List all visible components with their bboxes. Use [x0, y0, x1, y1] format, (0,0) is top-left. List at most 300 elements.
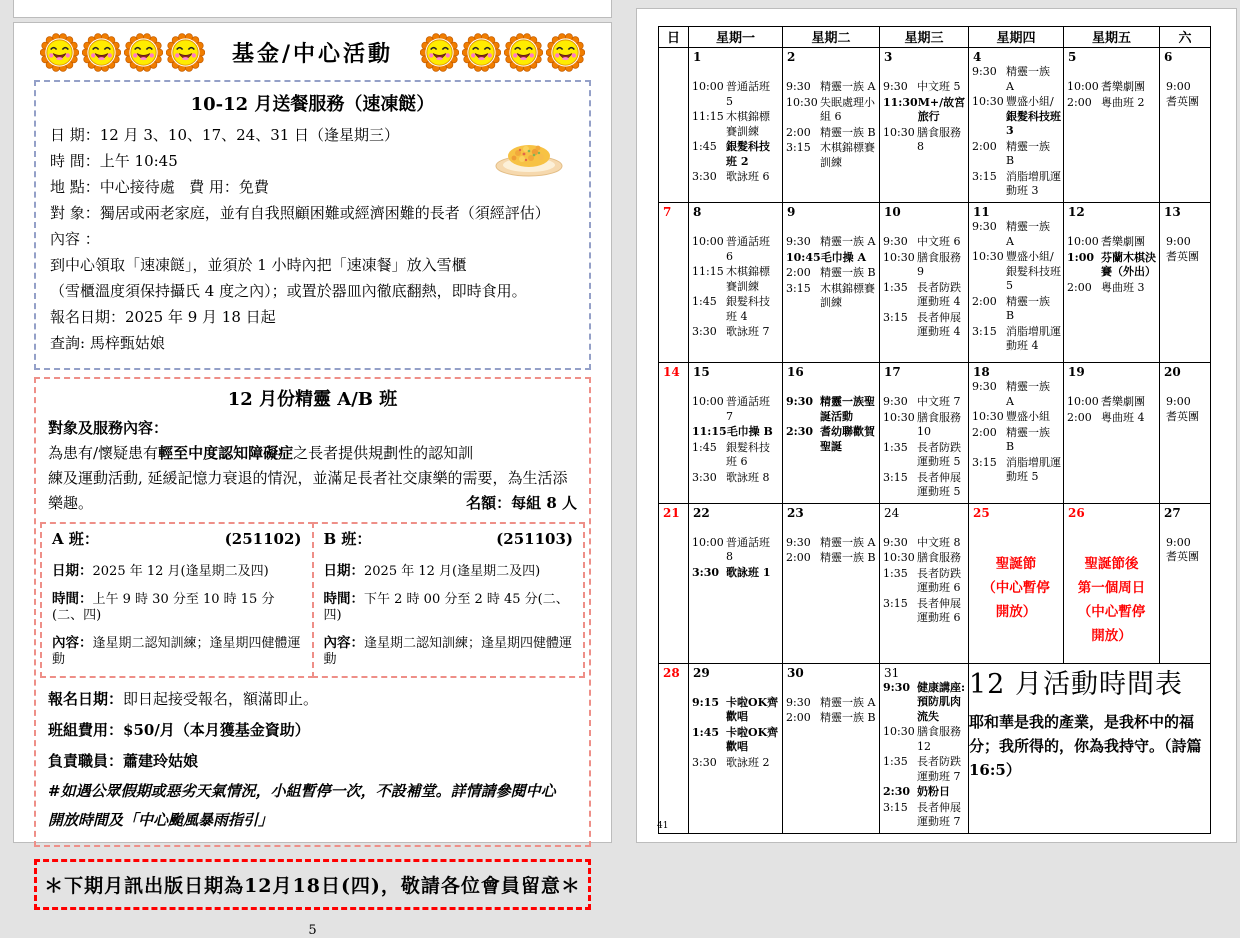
calendar-day-cell — [880, 503, 969, 663]
footer-value: $50/月（本月獲基金資助） — [123, 721, 310, 739]
calendar-entry — [692, 395, 780, 424]
entry-text — [726, 295, 780, 324]
entry-text-segment: 毛巾操 B — [726, 425, 773, 438]
calendar-entry — [972, 426, 1061, 455]
class-card-name-row — [324, 526, 574, 552]
calendar-day-cell — [969, 503, 1064, 663]
entry-text-segment: 膳食服務 10 — [917, 410, 961, 438]
calendar-date: 20 — [1164, 365, 1181, 379]
entry-time: 10:30 — [883, 410, 915, 424]
class-card — [312, 522, 586, 678]
entry-text — [821, 251, 877, 266]
calendar-entry — [786, 696, 877, 711]
entry-text — [726, 441, 780, 470]
entry-time: 3:30 — [692, 755, 717, 769]
calendar-day-cell — [659, 503, 689, 663]
calendar-entry — [692, 170, 780, 185]
entry-time: 10:45 — [786, 250, 821, 264]
class-footer-lines — [48, 689, 577, 771]
calendar-entries — [783, 79, 879, 173]
calendar-entry — [883, 126, 966, 155]
entry-time: 10:30 — [883, 250, 915, 264]
entry-text — [917, 801, 966, 830]
intro-segment: 輕至中度認知障礙症 — [158, 444, 294, 462]
calendar-day-cell — [659, 363, 689, 504]
quota-text: 名額：每組 8 人 — [466, 494, 577, 512]
entry-text: 耆英團 — [1166, 94, 1199, 108]
class-intro-line — [48, 466, 577, 491]
calendar-header-cell: 星期三 — [880, 27, 969, 48]
calendar-entry — [786, 80, 877, 95]
fried-rice-plate-icon — [493, 134, 565, 178]
class-footer-line — [48, 751, 577, 771]
calendar-entries — [1064, 394, 1159, 428]
entry-text-segment: 長者伸展運動班 4 — [917, 310, 961, 338]
calendar-date: 3 — [884, 50, 893, 64]
entry-text-segment: 精靈一族聖誕活動 — [820, 395, 875, 423]
calendar-week-row — [659, 663, 1211, 833]
calendar-day-cell — [689, 48, 783, 203]
entry-time: 9:30 — [883, 395, 908, 408]
page-title: 基金/中心活動 — [231, 41, 394, 67]
calendar-date: 12 — [1068, 205, 1085, 219]
calendar-day-cell — [659, 48, 689, 203]
calendar-entry — [883, 755, 966, 784]
calendar-week-row — [659, 48, 1211, 203]
calendar-date: 31 — [884, 665, 900, 680]
calendar-entry — [972, 170, 1061, 199]
row-value: 逢星期二認知訓練；逢星期四健體運動 — [52, 636, 301, 667]
calendar-date: 7 — [663, 205, 672, 219]
entry-text-segment: 精靈一族 B — [1006, 139, 1050, 167]
calendar-entry — [692, 696, 780, 725]
row-value: 下午 2 時 00 分至 2 時 45 分(二、四) — [323, 592, 569, 623]
calendar-entry — [972, 325, 1061, 354]
calendar-entry — [1067, 251, 1157, 280]
entry-text — [1101, 281, 1157, 296]
calendar-day-cell — [1160, 203, 1211, 363]
audience-label: 對象及服務內容： — [48, 419, 169, 437]
entry-text-segment: 耆樂劇團 — [1101, 80, 1145, 93]
entry-time: 2:30 — [786, 425, 814, 438]
meal-box-line: 時 間：上午 10:45 — [50, 152, 178, 170]
meal-box-line: 地 點：中心接待處 費 用：免費 — [50, 178, 269, 196]
calendar-entry — [883, 235, 966, 250]
calendar-day-cell — [783, 363, 880, 504]
sun-face-icon — [40, 33, 79, 72]
entry-time: 2:00 — [786, 551, 811, 564]
entry-text-segment: 精靈一族 A — [820, 695, 876, 709]
entry-text — [1101, 96, 1157, 111]
calendar-entry — [692, 756, 780, 771]
entry-text — [820, 425, 877, 454]
calendar-date: 4 — [973, 50, 982, 64]
entry-time: 9:00 — [1166, 535, 1191, 549]
entry-time: 2:00 — [972, 294, 997, 308]
entry-text-segment: 芬蘭木棋決賽（外出） — [1101, 250, 1156, 278]
entry-text-segment: 木棋錦標賽訓練 — [820, 141, 875, 169]
calendar-entry — [883, 725, 966, 754]
entry-text-segment: 普通話班 7 — [726, 395, 770, 423]
meal-box-line: 對 象：獨居或兩老家庭，並有自我照顧困難或經濟困難的長者（須經評估） — [50, 204, 550, 222]
calendar-entries — [689, 695, 782, 774]
calendar-entries — [880, 535, 968, 629]
calendar-day-cell — [1064, 48, 1160, 203]
class-note-line: 開放時間及「中心颱風暴雨指引」 — [48, 811, 274, 829]
entry-text — [917, 785, 966, 800]
class-card-row — [324, 563, 574, 580]
elf-class-title: 12 月份精靈 A/B 班 — [227, 389, 398, 410]
entry-time: 10:30 — [883, 551, 915, 564]
entry-time: 1:45 — [692, 725, 720, 739]
entry-text — [917, 681, 966, 725]
meal-box-line: 內容 ： — [50, 230, 100, 248]
calendar-entries — [1160, 79, 1210, 111]
entry-text-segment: 消脂增肌運動班 5 — [1006, 455, 1061, 483]
entry-time: 10:00 — [692, 235, 724, 248]
entry-time: 11:30 — [883, 95, 918, 109]
calendar-entries — [969, 64, 1063, 202]
calendar-entry — [972, 140, 1061, 169]
calendar-day-cell — [783, 203, 880, 363]
entry-text — [1101, 411, 1157, 426]
calendar-date: 5 — [1068, 50, 1077, 64]
entry-text — [917, 551, 966, 566]
entry-time: 9:30 — [883, 80, 908, 93]
entry-time: 9:30 — [972, 380, 997, 393]
entry-text — [820, 126, 877, 141]
entry-time: 9:30 — [786, 80, 811, 93]
calendar-entry — [1067, 395, 1157, 410]
calendar-date: 6 — [1164, 50, 1173, 64]
next-issue-notice: ＊下期月訊出版日期為12月18日(四)，敬請各位會員留意＊ — [34, 859, 591, 910]
entry-text-segment: 膳食服務 — [917, 551, 961, 564]
sun-icons-right — [420, 33, 585, 72]
calendar-entry — [883, 80, 966, 95]
entry-text — [1006, 380, 1061, 409]
class-card-row — [324, 635, 574, 668]
entry-time: 9:30 — [883, 535, 908, 549]
calendar-entry — [972, 380, 1061, 409]
entry-text — [917, 311, 966, 340]
entry-time: 9:00 — [1166, 235, 1191, 248]
calendar-entry — [883, 311, 966, 340]
entry-time: 10:00 — [692, 535, 724, 549]
entry-time: 10:30 — [972, 250, 1004, 263]
calendar-entry — [883, 551, 966, 566]
entry-text-segment: 歌詠班 6 — [726, 170, 770, 183]
entry-text-segment: 長者防跌運動班 7 — [917, 755, 961, 783]
entry-time: 9:00 — [1166, 80, 1191, 93]
calendar-entry — [883, 251, 966, 280]
entry-text — [726, 471, 780, 486]
entry-text — [1006, 95, 1061, 139]
calendar-day-cell — [969, 48, 1064, 203]
calendar-date: 14 — [663, 365, 680, 379]
calendar-header-cell: 星期五 — [1064, 27, 1160, 48]
entry-text-segment: 歌詠班 8 — [726, 470, 770, 484]
entry-time: 3:15 — [883, 470, 908, 484]
entry-time: 10:30 — [972, 410, 1004, 423]
footer-value: 蕭建玲姑娘 — [123, 752, 199, 770]
calendar-info-title: 12 月活動時間表 — [969, 668, 1183, 700]
entry-text — [726, 265, 780, 294]
entry-text — [726, 395, 780, 424]
sun-face-icon — [504, 33, 543, 72]
holiday-notice-line: 聖誕節後 — [1084, 555, 1139, 572]
calendar-day-cell — [1160, 503, 1211, 663]
entry-text-segment: 長者防跌運動班 6 — [917, 566, 961, 594]
calendar-header-cell: 六 — [1160, 27, 1211, 48]
holiday-notice-line: 第一個周日 — [1077, 579, 1146, 596]
meal-service-title: 10-12 月送餐服務（速凍餸） — [190, 94, 435, 115]
entry-text-segment: 卡啦OK齊歡唱 — [726, 725, 779, 753]
entry-text — [820, 80, 877, 95]
page-header — [34, 31, 591, 76]
row-value: 逢星期二認知訓練；逢星期四健體運動 — [323, 636, 573, 667]
calendar-entry — [692, 110, 780, 139]
entry-time: 2:00 — [972, 139, 997, 153]
calendar-day-cell — [689, 503, 783, 663]
entry-text — [820, 551, 877, 566]
class-footer-line — [48, 720, 577, 740]
calendar-entries — [689, 79, 782, 188]
right-page — [636, 8, 1237, 843]
entry-text — [820, 141, 877, 170]
calendar-date: 11 — [973, 205, 990, 219]
calendar-entries — [689, 394, 782, 488]
row-value: 2025 年 12 月(逢星期二及四) — [92, 564, 269, 579]
calendar-entry — [692, 566, 780, 581]
entry-text — [1101, 395, 1157, 410]
entry-text-segment: 卡啦OK齊歡唱 — [726, 695, 779, 723]
entry-time: 3:30 — [692, 565, 720, 579]
calendar-entries — [783, 695, 879, 729]
calendar-day-cell — [880, 203, 969, 363]
calendar-entry — [692, 140, 780, 169]
entry-time: 11:15 — [692, 425, 727, 438]
calendar-day-cell — [783, 503, 880, 663]
calendar-entry — [786, 96, 877, 125]
entry-time: 3:15 — [972, 169, 997, 183]
calendar-day-cell — [880, 663, 969, 833]
calendar-entry — [972, 295, 1061, 324]
entry-text-segment: 長者防跌運動班 5 — [917, 440, 961, 468]
calendar-date: 22 — [693, 505, 710, 520]
sun-face-icon — [420, 33, 459, 72]
calendar-entry — [786, 141, 877, 170]
entry-text — [726, 566, 780, 581]
entry-text-segment: 銀髮科技班 4 — [726, 295, 770, 323]
entry-text-segment: 奶粉日 — [917, 785, 950, 798]
class-intro-last-line — [48, 491, 577, 516]
entry-text-segment: 普通話班 6 — [726, 235, 770, 263]
calendar-entry — [786, 251, 877, 266]
entry-text-segment: 精靈一族 B — [1006, 294, 1050, 322]
entry-text-segment: 健康講座:預防肌肉流失 — [917, 680, 966, 723]
entry-text — [820, 711, 877, 726]
entry-text — [917, 395, 966, 410]
entry-time: 9:30 — [786, 695, 811, 709]
entry-text-segment: 歌詠班 7 — [726, 325, 770, 338]
entry-text — [1006, 410, 1061, 425]
entry-text-segment: 消脂增肌運動班 3 — [1006, 169, 1061, 197]
calendar-day-cell — [659, 203, 689, 363]
entry-text: 耆英團 — [1166, 249, 1199, 263]
entry-time: 9:30 — [786, 395, 814, 408]
entry-text-segment: 銀髮科技班 3 — [1006, 109, 1061, 137]
calendar-day-cell — [783, 663, 880, 833]
intro-segment: 練及運動活動, 延緩記憶力衰退的情況，並滿足長者社交康樂的需要，為生活添 — [48, 469, 568, 487]
row-label: 時間： — [52, 591, 93, 607]
entry-text-segment: 歌詠班 2 — [726, 755, 770, 769]
calendar-day-cell — [969, 363, 1064, 504]
entry-text-segment: 長者伸展運動班 5 — [917, 470, 961, 498]
entry-time: 1:45 — [692, 440, 717, 454]
intro-last-text: 樂趣。 — [48, 494, 94, 512]
sun-face-icon — [124, 33, 163, 72]
entry-time: 9:30 — [972, 65, 997, 78]
calendar-day-cell — [689, 363, 783, 504]
calendar-entries — [1064, 79, 1159, 113]
calendar-entry — [972, 95, 1061, 139]
entry-time: 3:30 — [692, 170, 717, 183]
calendar-day-cell — [969, 203, 1064, 363]
entry-text-segment: 精靈一族 A — [1006, 220, 1050, 248]
calendar-date: 10 — [884, 205, 901, 219]
calendar-entry — [786, 536, 877, 551]
calendar-entry — [692, 295, 780, 324]
calendar-entry — [883, 395, 966, 410]
entry-text-segment: 長者伸展運動班 7 — [917, 800, 961, 828]
calendar-day-cell — [880, 48, 969, 203]
calendar-date: 25 — [973, 505, 990, 520]
entry-time: 10:30 — [786, 95, 818, 109]
entry-text-segment: 精靈一族 A — [1006, 65, 1050, 93]
meal-box-line: （雪櫃溫度須保持攝氏 4 度之內）；或置於器皿內徹底翻熱，即時食用。 — [50, 282, 527, 300]
calendar-day-cell — [659, 663, 689, 833]
calendar-entry — [692, 235, 780, 264]
entry-time: 10:00 — [692, 80, 724, 93]
entry-time: 2:00 — [1067, 410, 1092, 424]
calendar-entries — [880, 234, 968, 343]
entry-text-segment: 豐盛小組/銀髮科技班 5 — [1006, 250, 1061, 292]
calendar-entry — [786, 266, 877, 281]
class-card-row — [52, 563, 302, 580]
row-label: 日期： — [52, 563, 93, 579]
entry-time: 9:30 — [883, 680, 911, 694]
entry-time: 10:00 — [1067, 395, 1099, 408]
entry-text — [820, 266, 877, 281]
entry-time: 9:30 — [883, 235, 908, 248]
calendar-entry — [883, 536, 966, 551]
sun-face-icon — [82, 33, 121, 72]
entry-time: 1:45 — [692, 140, 717, 153]
entry-text-segment: 中文班 8 — [917, 535, 961, 549]
entry-text-segment: 木棋錦標賽訓練 — [726, 265, 770, 293]
entry-text-segment: 膳食服務 9 — [917, 250, 961, 278]
entry-text-segment: 銀髮科技班 2 — [726, 140, 770, 168]
calendar-entry — [1067, 96, 1157, 111]
calendar-entries — [689, 535, 782, 584]
entry-time: 2:00 — [786, 266, 811, 279]
entry-text — [917, 80, 966, 95]
entry-time: 3:15 — [972, 455, 997, 469]
entry-text — [820, 235, 877, 250]
entry-time: 1:00 — [1067, 250, 1095, 264]
left-page — [13, 22, 612, 938]
calendar-header-cell: 日 — [659, 27, 689, 48]
entry-text — [1101, 251, 1157, 280]
entry-time: 1:35 — [883, 566, 908, 580]
entry-time: 2:00 — [1067, 280, 1092, 294]
footer-label: 負責職員： — [48, 752, 124, 770]
entry-text-segment: 普通話班 5 — [726, 80, 770, 108]
entry-text — [726, 140, 780, 169]
entry-text-segment: 失眠處理小組 6 — [820, 95, 875, 123]
entry-text-segment: 精靈一族 A — [820, 535, 876, 549]
december-calendar — [658, 26, 1211, 834]
entry-text — [917, 725, 966, 754]
calendar-entries — [689, 234, 782, 343]
entry-text — [820, 395, 877, 424]
row-label: 內容： — [323, 635, 364, 651]
calendar-date: 2 — [787, 50, 796, 64]
entry-time: 11:15 — [692, 110, 724, 123]
entry-time: 1:35 — [883, 280, 908, 294]
class-code: (251103) — [496, 530, 573, 548]
class-intro — [48, 441, 577, 491]
holiday-notice-line: （中心暫停 — [1077, 603, 1146, 620]
entry-text — [1101, 235, 1157, 250]
calendar-entries — [969, 219, 1063, 357]
calendar-entry — [692, 425, 780, 440]
entry-time: 10:00 — [1067, 80, 1099, 93]
entry-text — [726, 536, 780, 565]
calendar-entry — [883, 441, 966, 470]
class-cards — [40, 522, 585, 678]
entry-text — [917, 235, 966, 250]
footer-value: 即日起接受報名，額滿即止。 — [123, 690, 319, 708]
entry-time: 11:15 — [692, 265, 724, 278]
entry-text — [726, 696, 780, 725]
entry-text-segment: 精靈一族 B — [820, 551, 876, 564]
entry-text — [917, 411, 966, 440]
row-label: 內容： — [52, 635, 93, 651]
entry-time: 3:15 — [786, 281, 811, 295]
calendar-week-row — [659, 503, 1211, 663]
calendar-entries — [1160, 234, 1210, 266]
entry-text-segment: 耆樂劇團 — [1101, 235, 1145, 248]
class-note-lines — [48, 777, 577, 835]
calendar-date: 15 — [693, 365, 710, 379]
entry-text-segment: 長者伸展運動班 6 — [917, 596, 961, 624]
calendar-date: 26 — [1068, 505, 1085, 520]
row-label: 日期： — [323, 563, 364, 579]
entry-time: 3:30 — [692, 470, 717, 484]
meal-box-line: 報名日期：2025 年 9 月 18 日起 — [50, 308, 276, 326]
calendar-entry — [786, 425, 877, 454]
class-card-row — [324, 591, 574, 624]
entry-text-segment: 膳食服務 8 — [917, 125, 961, 153]
entry-text — [1006, 170, 1061, 199]
entry-time: 10:30 — [883, 725, 915, 738]
meal-box-line: 日 期：12 月 3、10、17、24、31 日（逢星期三） — [50, 126, 400, 144]
entry-text-segment: 精靈一族 A — [820, 80, 876, 93]
entry-text-segment: 中文班 7 — [917, 395, 961, 408]
calendar-date: 30 — [787, 665, 804, 680]
calendar-entries — [783, 535, 879, 569]
